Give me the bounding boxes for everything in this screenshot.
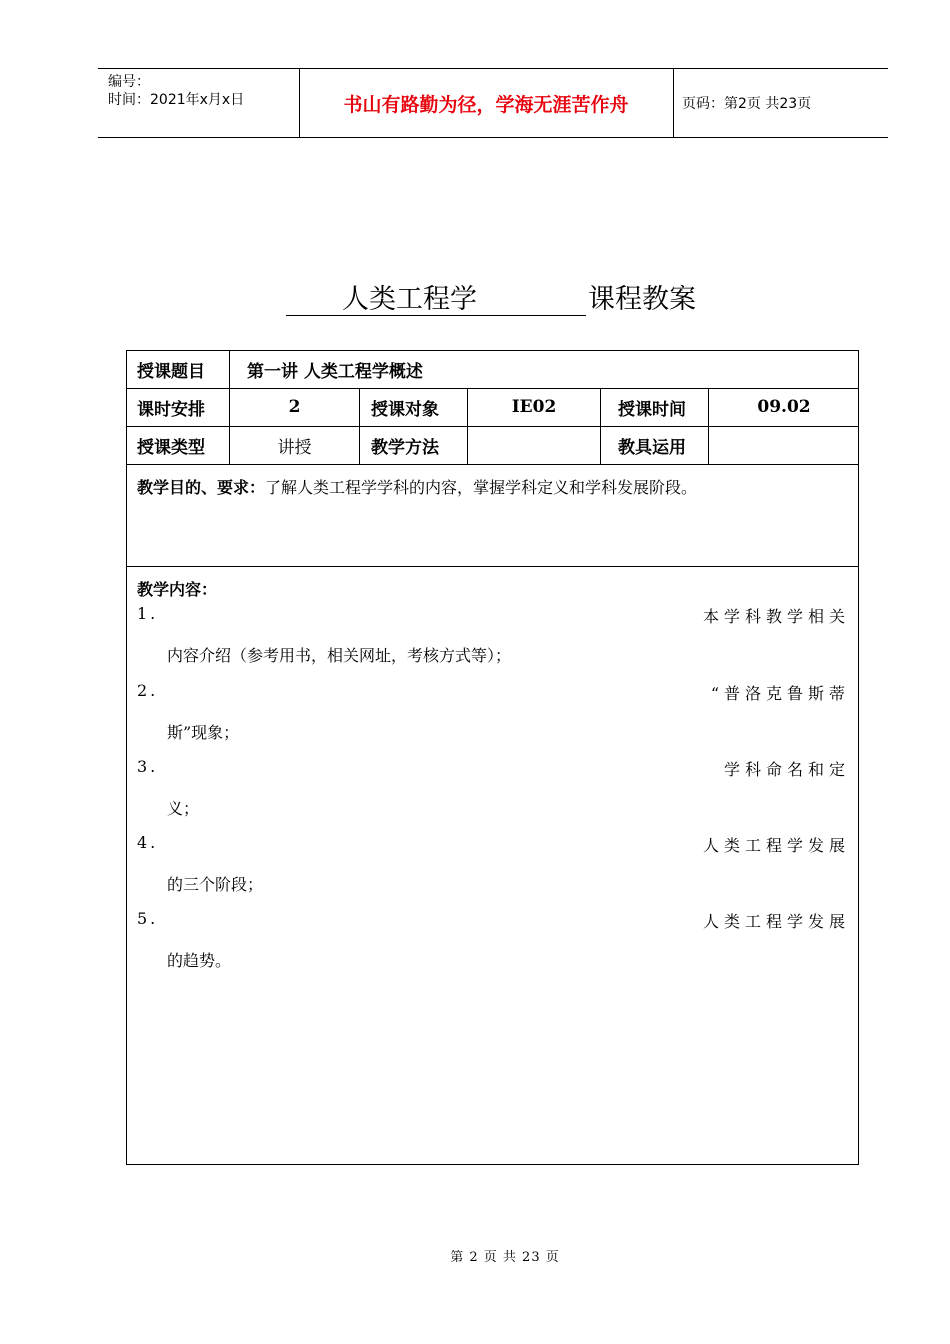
code-label: 编号： — [108, 74, 150, 90]
item-head: 人类工程学发展 — [702, 836, 850, 855]
item-number: 5. — [137, 909, 159, 928]
item-head: “普洛克鲁斯蒂 — [710, 684, 850, 703]
type-label: 授课类型 — [137, 437, 205, 458]
page-footer: 第 2 页 共 23 页 — [450, 1250, 560, 1265]
header-divider — [673, 69, 674, 137]
date-label: 授课时间 — [618, 399, 686, 420]
goal-text: 了解人类工程学学科的内容，掌握学科定义和学科发展阶段。 — [265, 478, 698, 497]
course-subject: 人类工程学 — [342, 284, 477, 315]
tools-value — [709, 426, 859, 464]
method-value — [468, 426, 600, 464]
page-header — [98, 68, 888, 138]
header-page-info: 页码：第2页 共23页 — [682, 96, 812, 112]
title-suffix: 课程教案 — [588, 284, 696, 315]
item-head: 学科命名和定 — [723, 760, 850, 779]
document-title — [0, 282, 950, 322]
item-head: 人类工程学发展 — [702, 912, 850, 931]
teaching-goal — [137, 477, 697, 499]
tools-label: 教具运用 — [618, 437, 686, 458]
item-rest: 内容介绍（参考用书，相关网址，考核方式等）； — [167, 646, 512, 665]
item-number: 3. — [137, 757, 159, 776]
item-number: 2. — [137, 681, 159, 700]
hours-value: 2 — [288, 397, 301, 417]
hours-label: 课时安排 — [137, 399, 205, 420]
row-divider — [127, 464, 858, 465]
lesson-plan-table — [126, 350, 859, 1165]
topic-value: 第一讲 人类工程学概述 — [247, 362, 423, 382]
date-value: 09.02 — [757, 397, 811, 417]
content-heading: 教学内容： — [137, 580, 218, 599]
method-label: 教学方法 — [371, 437, 439, 458]
audience-value: IE02 — [511, 397, 557, 417]
item-rest: 的趋势。 — [167, 951, 232, 970]
row-divider — [127, 566, 858, 567]
type-value: 讲授 — [277, 437, 312, 458]
col-divider — [359, 388, 360, 464]
topic-label: 授课题目 — [137, 362, 205, 382]
item-rest: 斯”现象； — [167, 723, 240, 742]
item-head: 本学科教学相关 — [702, 607, 850, 626]
col-divider — [600, 388, 601, 464]
time-label: 时间：2021年x月x日 — [108, 92, 245, 108]
header-motto: 书山有路勤为径，学海无涯苦作舟 — [343, 93, 629, 116]
header-meta — [108, 73, 244, 109]
item-number: 4. — [137, 833, 159, 852]
item-number: 1. — [137, 604, 159, 623]
item-rest: 的三个阶段； — [167, 875, 264, 894]
item-rest: 义； — [167, 799, 200, 818]
goal-label: 教学目的、要求： — [137, 478, 266, 497]
audience-label: 授课对象 — [371, 399, 439, 420]
